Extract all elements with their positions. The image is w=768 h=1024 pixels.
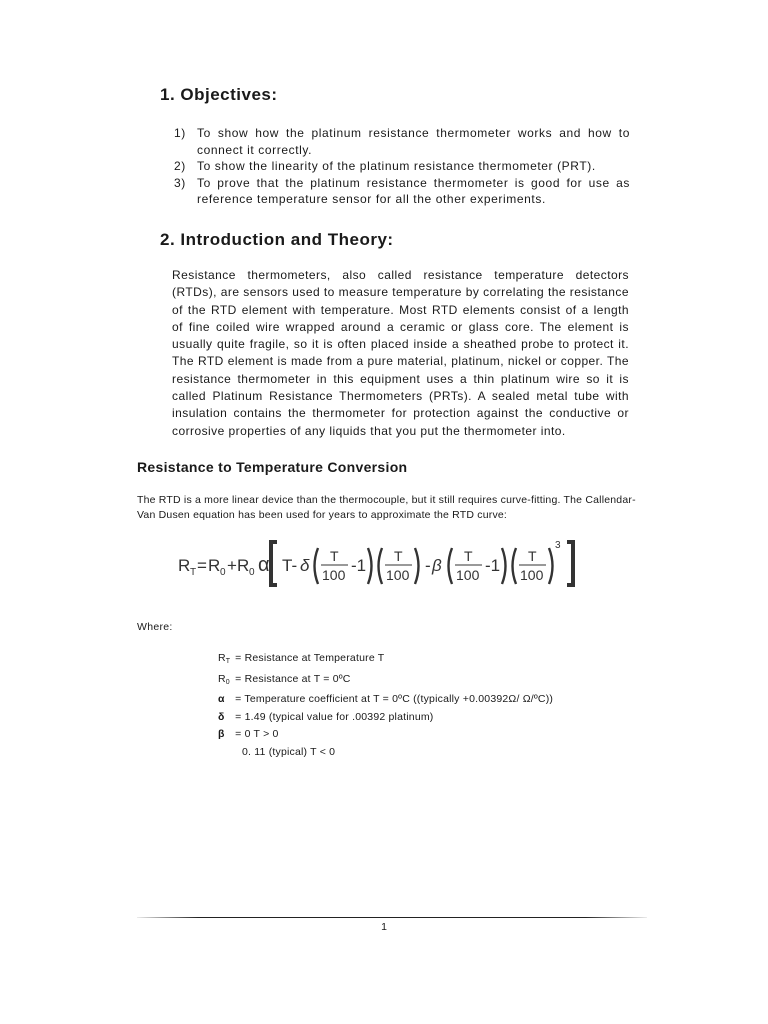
fraction-denominator: 100	[386, 567, 410, 583]
where-label: Where:	[137, 621, 173, 633]
list-item	[218, 726, 553, 744]
symbol-char: R	[218, 652, 226, 664]
objectives-heading: 1. Objectives:	[160, 85, 278, 104]
objectives-list	[174, 125, 630, 208]
list-item	[174, 125, 630, 158]
definition-text: = Resistance at Temperature T	[232, 652, 385, 664]
minus-one: -1	[485, 556, 501, 575]
definition-symbol	[218, 650, 232, 671]
symbol-char: R	[218, 672, 226, 685]
right-paren	[549, 548, 553, 584]
symbol-subscript: 0	[225, 678, 230, 686]
list-item-text: To prove that the platinum resistance thermometer is good for use as reference temperature sensor for all the other experiments.	[197, 175, 630, 206]
list-item	[218, 650, 553, 671]
list-item	[218, 691, 553, 709]
equation-r0-second: R	[237, 556, 250, 575]
list-item-text: To show the linearity of the platinum resistance thermometer (PRT).	[197, 159, 596, 173]
definitions-list	[218, 650, 553, 761]
definition-symbol: β	[218, 728, 225, 740]
equation-plus: +	[227, 556, 237, 575]
equation-r0-second-subscript: 0	[249, 567, 255, 578]
left-paren	[449, 548, 453, 584]
definition-text: = 0 T > 0	[232, 728, 279, 740]
equation-lhs: R	[178, 556, 191, 575]
equation-r0-subscript: 0	[220, 567, 226, 578]
introduction-paragraph: Resistance thermometers, also called resistance temperature detectors (RTDs), are sensors used to measure temperature by correlating the resistance of the RTD element with temperature. Most RTD elements consist of a length of fine coiled wire wrapped around a ceramic or glass core. The element is usually quite fragile, so it is often placed inside a sheathed probe to protect it. The RTD element is made from a pure material, platinum, nickel or copper. The resistance thermometer in this equipment uses a thin platinum wire so it is called Platinum Resistance Thermometers (PRTs). A sealed metal tube with insulation contains the thermometer for protection against the conductive or corrosive properties of any liquids that you put the thermometer into.	[172, 268, 629, 438]
list-item	[174, 175, 630, 208]
fraction-numerator: T	[330, 548, 339, 564]
list-item	[174, 158, 630, 175]
page-number: 1	[381, 921, 387, 933]
left-paren	[315, 548, 319, 584]
list-item: 0. 11 (typical) T < 0	[242, 745, 336, 758]
fraction-denominator: 100	[456, 567, 480, 583]
footer-divider	[137, 917, 647, 918]
right-square-bracket	[567, 542, 573, 585]
list-item	[218, 709, 553, 727]
definition-text: = Resistance at T = 0ºC	[232, 672, 351, 685]
callendar-van-dusen-equation	[172, 530, 602, 595]
fraction-numerator: T	[528, 548, 537, 564]
definition-text: = Temperature coefficient at T = 0ºC ((typically +0.00392Ω/ Ω/ºC))	[232, 693, 554, 705]
equation-alpha: α	[258, 554, 270, 576]
list-item-text: To show how the platinum resistance thermometer works and how to connect it correctly.	[197, 126, 630, 157]
definition-symbol: δ	[218, 710, 225, 723]
list-item-number: 3)	[174, 175, 186, 190]
right-paren	[415, 548, 419, 584]
conversion-paragraph: The RTD is a more linear device than the thermocouple, but it still requires curve-fitting. The Callendar-Van Dusen equation has been used for years to approximate the RTD curve:	[137, 494, 636, 521]
equation-t-minus: T-	[282, 556, 298, 575]
equation-delta: δ	[300, 556, 310, 575]
symbol-subscript: T	[225, 658, 231, 665]
cube-exponent: 3	[555, 540, 561, 551]
list-item-number: 1)	[174, 126, 186, 140]
fraction-numerator: T	[464, 548, 473, 564]
equation-lhs-subscript: T	[190, 567, 197, 578]
left-square-bracket	[271, 542, 277, 585]
equation-beta: β	[432, 556, 442, 575]
list-item-number: 2)	[174, 159, 186, 173]
introduction-heading: 2. Introduction and Theory:	[160, 230, 394, 249]
equation-r0: R	[208, 556, 221, 575]
left-paren	[513, 548, 517, 584]
fraction-denominator: 100	[322, 567, 346, 583]
definition-symbol	[218, 671, 232, 692]
fraction-numerator: T	[394, 548, 403, 564]
minus-one: -1	[351, 556, 367, 575]
right-paren	[502, 548, 506, 584]
right-paren	[368, 548, 372, 584]
list-item	[218, 671, 553, 692]
conversion-heading: Resistance to Temperature Conversion	[137, 459, 408, 475]
definition-text: = 1.49 (typical value for .00392 platinum)	[232, 710, 434, 723]
definition-symbol: α	[218, 693, 225, 705]
left-paren	[379, 548, 383, 584]
equation-equals: =	[197, 556, 207, 575]
equation-minus: -	[425, 556, 431, 575]
fraction-denominator: 100	[520, 567, 544, 583]
